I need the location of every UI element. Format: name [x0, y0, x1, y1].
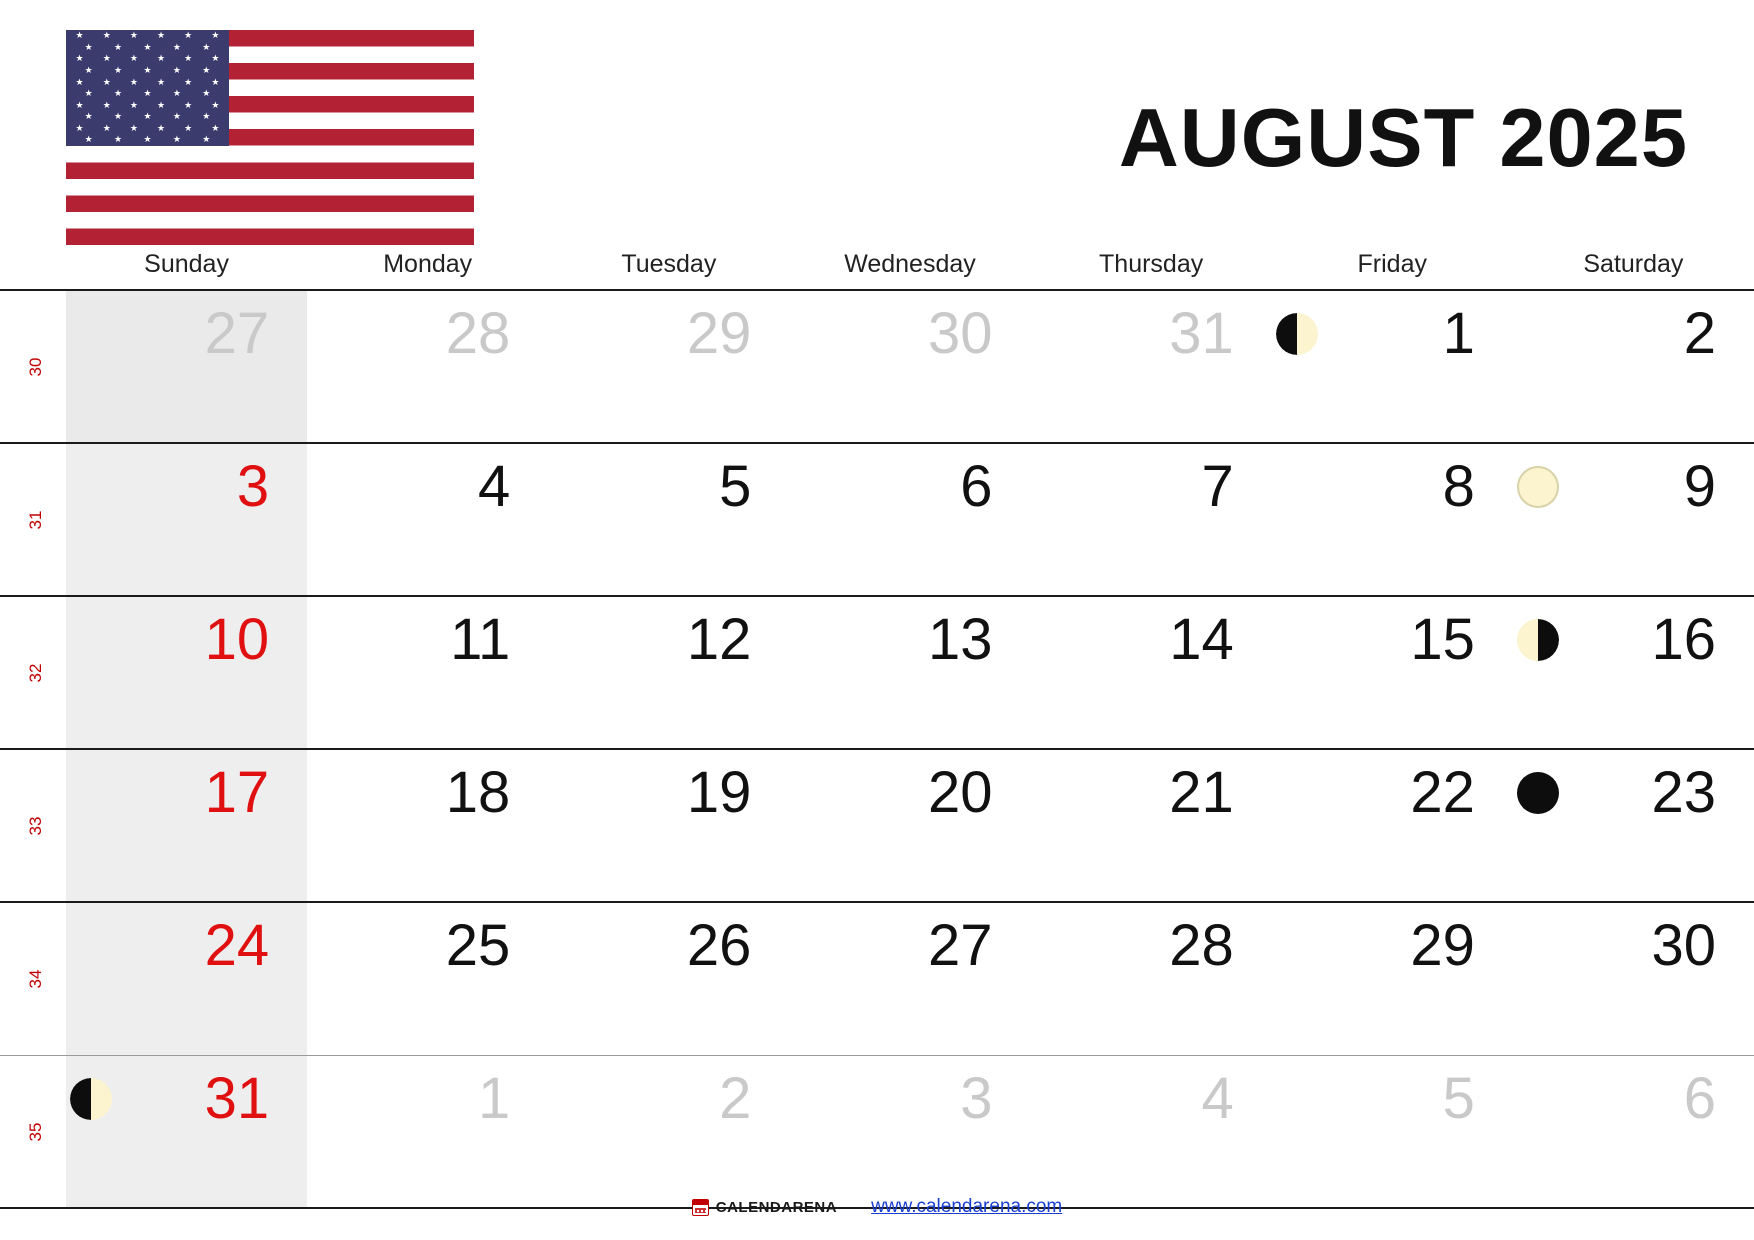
day-cell[interactable]	[789, 597, 1030, 748]
day-number: 5	[719, 454, 752, 519]
calendar-icon	[692, 1199, 709, 1216]
day-cell[interactable]	[66, 1056, 307, 1207]
usa-flag	[66, 30, 474, 245]
day-cell[interactable]	[307, 903, 548, 1055]
weekday-wednesday: Wednesday	[844, 250, 976, 278]
day-cell[interactable]	[548, 750, 789, 901]
week-number-label: 34	[26, 969, 45, 989]
day-cell[interactable]	[1272, 1056, 1513, 1207]
day-cell[interactable]	[307, 1056, 548, 1207]
weekday-monday: Monday	[383, 250, 473, 278]
day-cell[interactable]	[66, 291, 307, 442]
day-number: 26	[686, 913, 752, 978]
page-footer	[0, 1196, 1754, 1218]
day-number: 30	[1651, 913, 1716, 978]
weekday-saturday: Saturday	[1583, 250, 1684, 278]
day-cell[interactable]	[1513, 291, 1754, 442]
brand-label: CALENDARENA	[715, 1198, 838, 1216]
weekday-tuesday: Tuesday	[621, 250, 717, 278]
day-number: 7	[1201, 454, 1234, 519]
day-cell[interactable]	[1513, 597, 1754, 748]
day-cell[interactable]	[66, 903, 307, 1055]
day-number: 2	[719, 1066, 752, 1131]
day-number: 28	[445, 301, 511, 366]
day-cell[interactable]	[66, 597, 307, 748]
week-number-label: 30	[26, 357, 45, 376]
page-title	[1118, 91, 1688, 184]
day-cell[interactable]	[307, 444, 548, 595]
page-title-month: AUGUST	[1118, 91, 1476, 184]
day-cell[interactable]	[1272, 750, 1513, 901]
day-number: 11	[450, 607, 511, 672]
day-number: 28	[1169, 913, 1234, 978]
page-title-year: 2025	[1499, 91, 1688, 184]
week-number-label: 31	[26, 510, 45, 529]
last-quarter-moon-icon	[1517, 619, 1559, 661]
day-number: 10	[204, 607, 270, 672]
week-number-label: 35	[26, 1122, 45, 1141]
flag-canton: ★ ★ ★ ★ ★ ★ ★ ★ ★ ★ ★ ★ ★ ★ ★ ★ ★ ★ ★ ★ ★ ★ ★ ★ ★ ★ ★ ★ ★ ★ ★ ★ ★ ★ ★ ★ ★ ★ ★ ★ ★ ★ ★ ★ ★ ★ ★ ★ ★ ★ ★ ★ ★ ★ ★	[66, 30, 229, 146]
calendar-week-row	[0, 291, 1754, 444]
day-cell[interactable]	[789, 444, 1030, 595]
week-number	[0, 291, 66, 442]
day-number: 3	[960, 1066, 993, 1131]
day-number: 4	[478, 454, 511, 519]
day-cell[interactable]	[307, 597, 548, 748]
day-number: 14	[1169, 607, 1234, 672]
week-number	[0, 750, 66, 901]
calendar-week-row	[0, 750, 1754, 903]
full-moon-icon	[1517, 466, 1559, 508]
day-number: 12	[686, 607, 752, 672]
day-number: 3	[236, 454, 270, 519]
day-number: 18	[445, 760, 511, 825]
weekday-thursday: Thursday	[1099, 250, 1204, 278]
day-number: 19	[686, 760, 752, 825]
day-cell[interactable]	[789, 750, 1030, 901]
day-number: 27	[928, 913, 993, 978]
day-number: 31	[1169, 301, 1234, 366]
day-cell[interactable]	[1031, 291, 1272, 442]
day-cell[interactable]	[1272, 291, 1513, 442]
weekday-header-row	[0, 250, 1754, 289]
day-number: 1	[478, 1066, 511, 1131]
day-cell[interactable]	[548, 1056, 789, 1207]
day-number: 23	[1651, 760, 1716, 825]
week-number	[0, 1056, 66, 1207]
brand	[692, 1199, 837, 1216]
day-cell[interactable]	[1031, 444, 1272, 595]
day-cell[interactable]	[1031, 1056, 1272, 1207]
weekday-sunday: Sunday	[144, 250, 229, 278]
calendar-week-row	[0, 1056, 1754, 1209]
day-cell[interactable]	[548, 903, 789, 1055]
day-number: 29	[1410, 913, 1475, 978]
day-number: 13	[928, 607, 993, 672]
week-number	[0, 444, 66, 595]
week-number	[0, 597, 66, 748]
day-cell[interactable]	[307, 291, 548, 442]
day-number: 6	[1683, 1066, 1716, 1131]
day-cell[interactable]	[1272, 444, 1513, 595]
day-number: 21	[1169, 760, 1234, 825]
first-quarter-moon-icon	[1276, 313, 1318, 355]
page-header	[0, 0, 1754, 250]
weekday-friday: Friday	[1357, 250, 1427, 278]
day-cell[interactable]	[548, 597, 789, 748]
day-number: 16	[1651, 607, 1716, 672]
week-number	[0, 903, 66, 1055]
day-number: 17	[204, 760, 270, 825]
week-number-label: 33	[26, 816, 45, 835]
website-link[interactable]: www.calendarena.com	[871, 1196, 1063, 1217]
day-number: 9	[1683, 454, 1716, 519]
day-cell[interactable]	[1272, 597, 1513, 748]
day-cell[interactable]	[1513, 1056, 1754, 1207]
day-number: 15	[1410, 607, 1475, 672]
day-cell[interactable]	[1031, 597, 1272, 748]
day-number: 2	[1683, 301, 1716, 366]
day-cell[interactable]	[789, 291, 1030, 442]
day-number: 22	[1410, 760, 1475, 825]
calendar-week-row	[0, 444, 1754, 597]
first-quarter-moon-icon	[70, 1078, 112, 1120]
day-number: 1	[1442, 301, 1475, 366]
day-number: 24	[204, 913, 270, 978]
calendar	[0, 250, 1754, 1209]
day-cell[interactable]	[66, 750, 307, 901]
week-number-label: 32	[26, 663, 45, 682]
day-cell[interactable]	[66, 444, 307, 595]
day-cell[interactable]	[1513, 750, 1754, 901]
day-number: 6	[960, 454, 993, 519]
new-moon-icon	[1517, 772, 1559, 814]
day-number: 4	[1201, 1066, 1234, 1131]
day-cell[interactable]	[789, 1056, 1030, 1207]
day-cell[interactable]	[1031, 903, 1272, 1055]
day-number: 30	[928, 301, 993, 366]
calendar-week-row	[0, 597, 1754, 750]
day-cell[interactable]	[1272, 903, 1513, 1055]
day-cell[interactable]	[789, 903, 1030, 1055]
day-cell[interactable]	[1031, 750, 1272, 901]
calendar-grid	[0, 289, 1754, 1209]
day-number: 31	[204, 1066, 270, 1131]
weeknumber-column-header	[0, 250, 66, 279]
day-number: 27	[204, 301, 270, 366]
day-number: 8	[1442, 454, 1475, 519]
day-cell[interactable]	[548, 291, 789, 442]
day-number: 20	[928, 760, 993, 825]
calendar-week-row	[0, 903, 1754, 1056]
day-number: 5	[1442, 1066, 1475, 1131]
day-cell[interactable]	[1513, 903, 1754, 1055]
day-number: 29	[686, 301, 752, 366]
day-cell[interactable]	[548, 444, 789, 595]
day-number: 25	[445, 913, 511, 978]
day-cell[interactable]	[307, 750, 548, 901]
day-cell[interactable]	[1513, 444, 1754, 595]
